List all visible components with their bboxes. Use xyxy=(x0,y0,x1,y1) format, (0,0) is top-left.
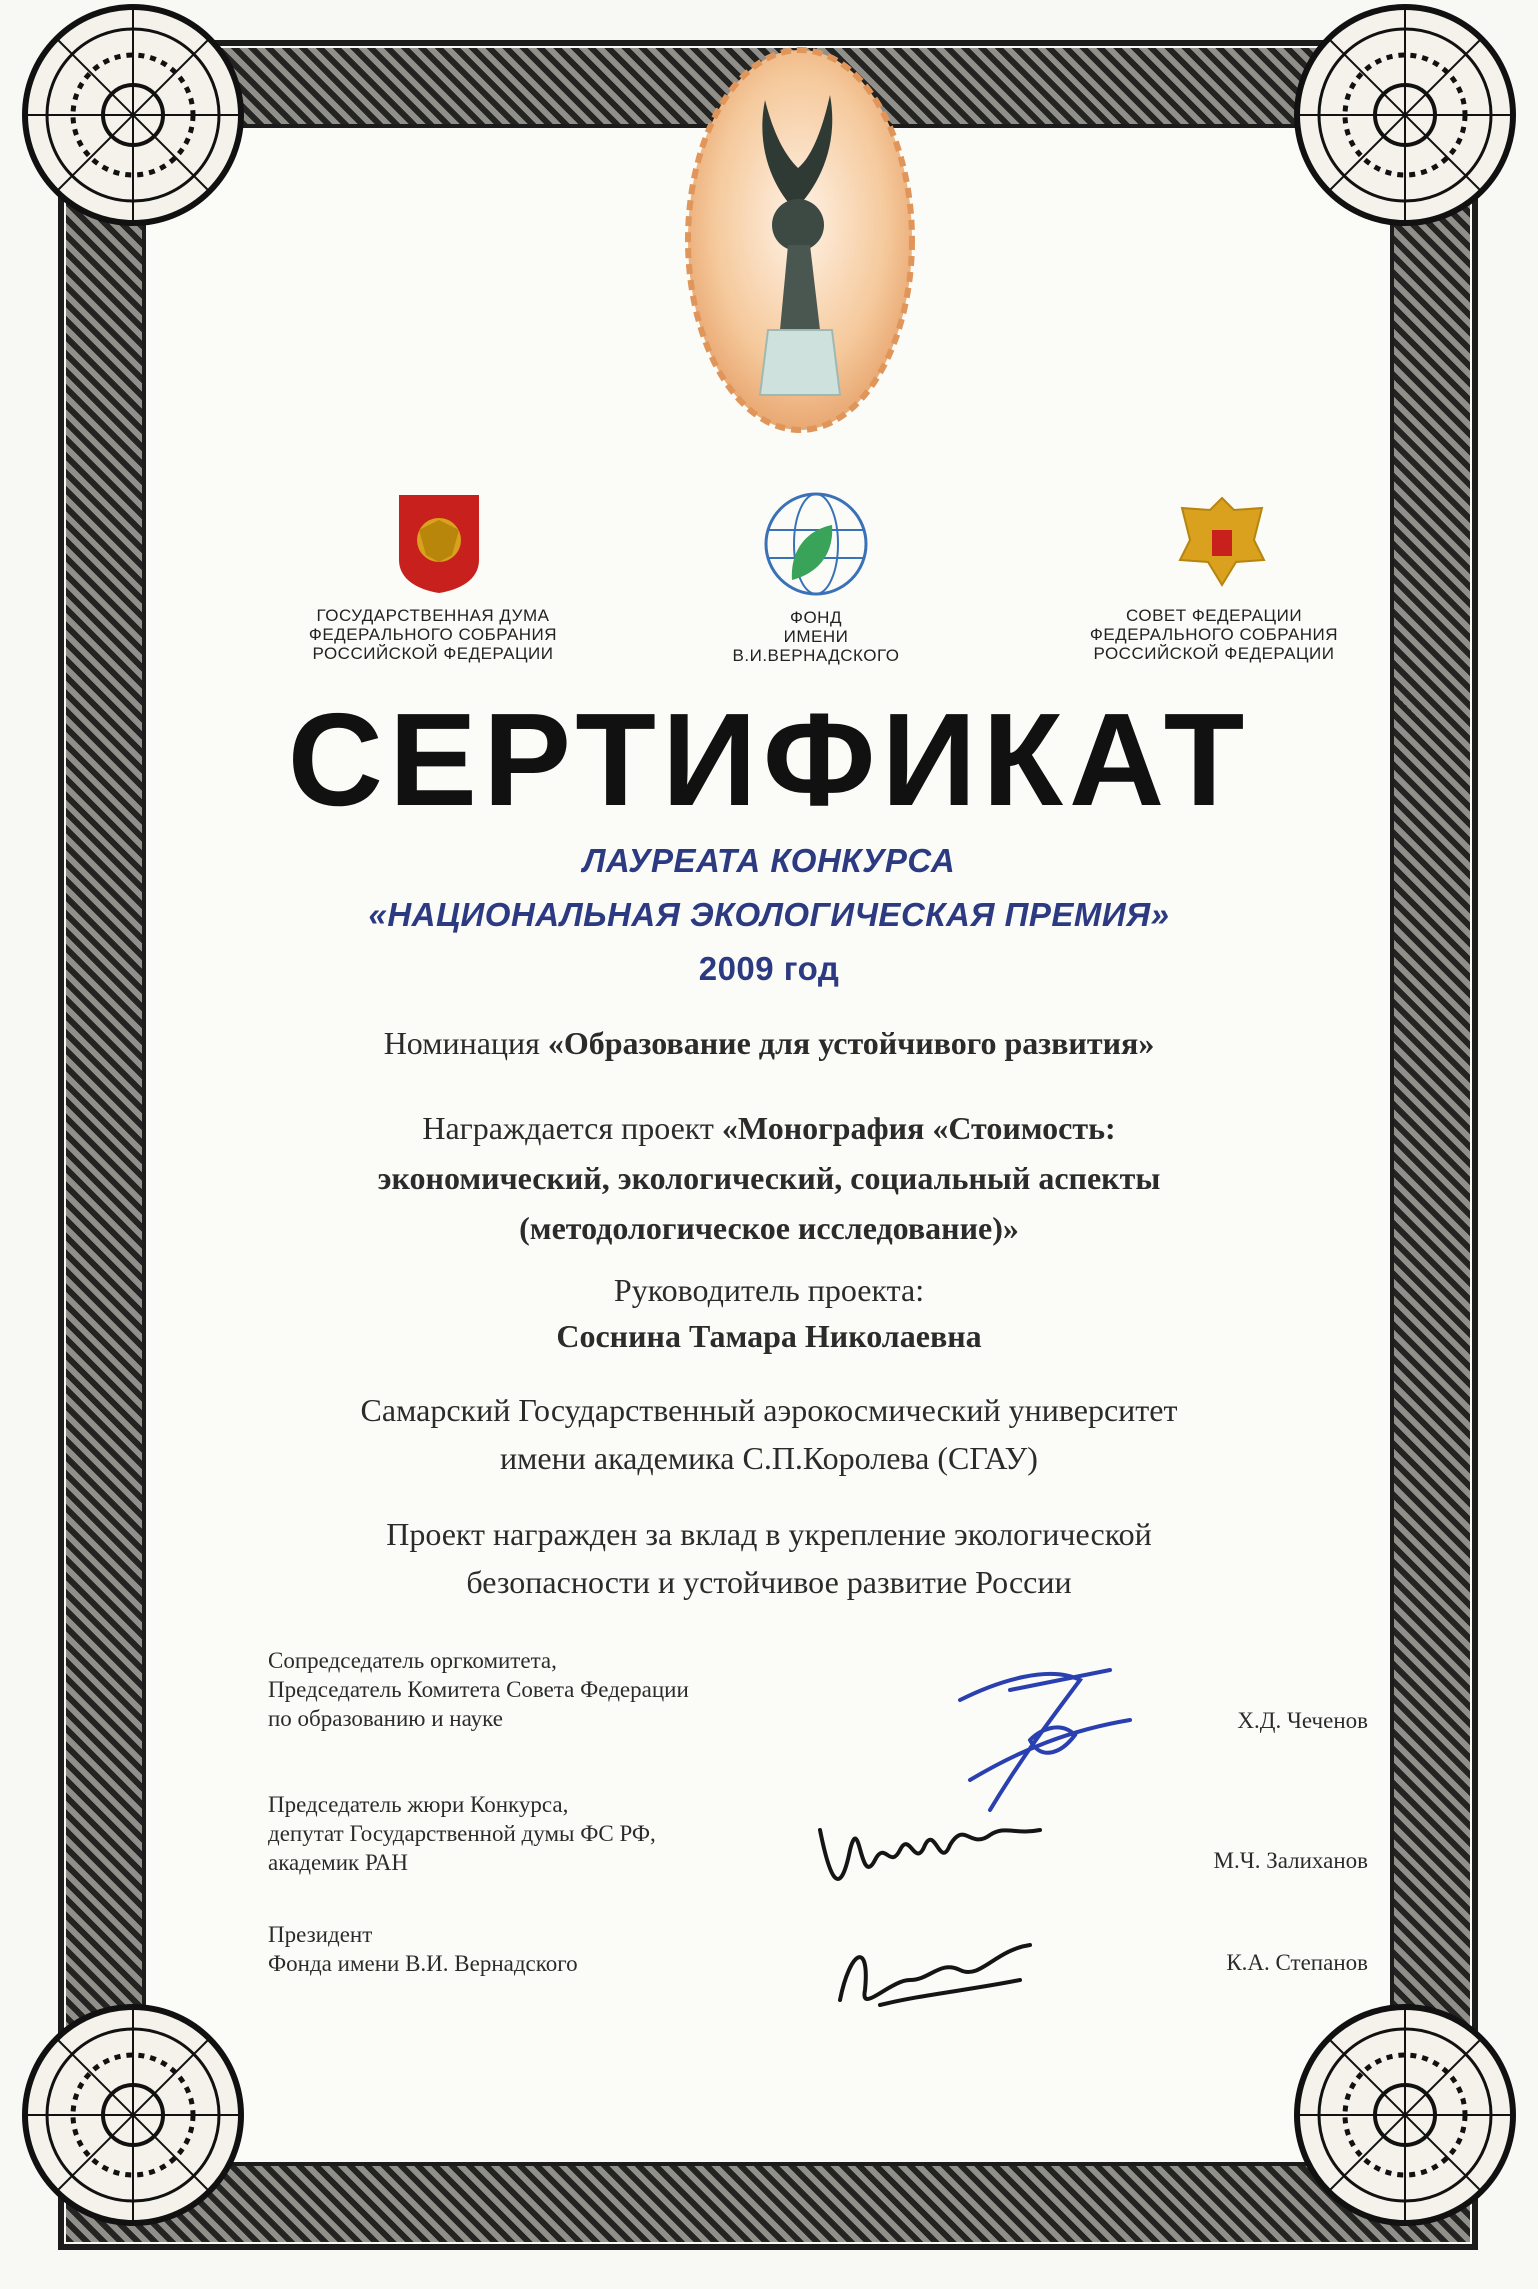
corner-rosette-bottom-right xyxy=(1290,2000,1520,2230)
nomination-value: «Образование для устойчивого развития» xyxy=(547,1025,1155,1061)
university-line-1: Самарский Государственный аэрокосмический университет xyxy=(360,1392,1178,1428)
signatory-2-name: М.Ч. Залиханов xyxy=(1213,1848,1368,1873)
signatory-title-line: Председатель Комитета Совета Федерации xyxy=(268,1677,689,1702)
org-line: ФЕДЕРАЛЬНОГО СОБРАНИЯ xyxy=(1089,625,1339,644)
signatory-title-line: Сопредседатель оргкомитета, xyxy=(268,1648,557,1673)
signatory-title-line: Фонда имени В.И. Вернадского xyxy=(268,1951,578,1976)
nomination-label: Номинация xyxy=(383,1025,540,1061)
vernadsky-fund-globe-logo xyxy=(762,490,870,598)
university-line-2: имени академика С.П.Королева (СГАУ) xyxy=(500,1440,1038,1476)
signatory-1-name: Х.Д. Чеченов xyxy=(1237,1708,1368,1733)
nomination-line xyxy=(0,1025,1538,1062)
project-value-2: экономический, экологический, социальный аспекты xyxy=(377,1160,1161,1196)
signatory-1-title xyxy=(268,1646,689,1733)
project-label: Награждается проект xyxy=(422,1110,714,1146)
signatory-3-name: К.А. Степанов xyxy=(1226,1950,1368,1975)
project-line-3 xyxy=(0,1210,1538,1247)
org-line: РОССИЙСКОЙ ФЕДЕРАЦИИ xyxy=(312,644,554,663)
competition-name: «НАЦИОНАЛЬНАЯ ЭКОЛОГИЧЕСКАЯ ПРЕМИЯ» xyxy=(368,896,1170,933)
signatory-2-title xyxy=(268,1790,656,1877)
org-vernadsky-fund xyxy=(686,608,946,665)
project-value-3: (методологическое исследование)» xyxy=(519,1210,1019,1246)
corner-rosette-bottom-left xyxy=(18,2000,248,2230)
project-leader-label: Руководитель проекта: xyxy=(613,1272,925,1308)
signatory-title-line: по образованию и науке xyxy=(268,1706,503,1731)
org-line: В.И.ВЕРНАДСКОГО xyxy=(732,646,900,665)
signatory-title-line: академик РАН xyxy=(268,1850,409,1875)
corner-rosette-top-left xyxy=(18,0,248,230)
org-line: ИМЕНИ xyxy=(783,627,849,646)
org-line: ФЕДЕРАЛЬНОГО СОБРАНИЯ xyxy=(308,625,558,644)
project-value-1: «Монография «Стоимость: xyxy=(721,1110,1116,1146)
award-statuette-emblem xyxy=(680,40,920,440)
project-line-2 xyxy=(0,1160,1538,1197)
signatory-title-line: депутат Государственной думы ФС РФ, xyxy=(268,1821,656,1846)
org-federation-council xyxy=(1044,606,1384,663)
org-line: ГОСУДАРСТВЕННАЯ ДУМА xyxy=(316,606,550,625)
org-state-duma xyxy=(268,606,598,663)
signature-stepanov xyxy=(820,1920,1050,2030)
federation-council-eagle-emblem xyxy=(1174,490,1270,590)
org-line: СОВЕТ ФЕДЕРАЦИИ xyxy=(1125,606,1303,625)
state-duma-seal xyxy=(394,490,484,595)
signatory-title-line: Президент xyxy=(268,1922,373,1947)
award-reason-line-1: Проект награжден за вклад в укрепление экологической xyxy=(386,1516,1152,1552)
signature-zalikhanov xyxy=(800,1790,1060,1920)
award-reason-line-2: безопасности и устойчивое развитие России xyxy=(466,1564,1072,1600)
project-leader-name: Соснина Тамара Николаевна xyxy=(556,1318,982,1354)
signatory-3-title xyxy=(268,1920,578,1978)
certificate-title: СЕРТИФИКАТ xyxy=(287,686,1251,833)
org-line: РОССИЙСКОЙ ФЕДЕРАЦИИ xyxy=(1093,644,1335,663)
award-year: 2009 год xyxy=(698,950,840,987)
corner-rosette-top-right xyxy=(1290,0,1520,230)
signatory-title-line: Председатель жюри Конкурса, xyxy=(268,1792,569,1817)
project-line-1 xyxy=(0,1110,1538,1147)
laureate-heading: ЛАУРЕАТА КОНКУРСА xyxy=(582,842,956,879)
org-line: ФОНД xyxy=(790,608,842,627)
